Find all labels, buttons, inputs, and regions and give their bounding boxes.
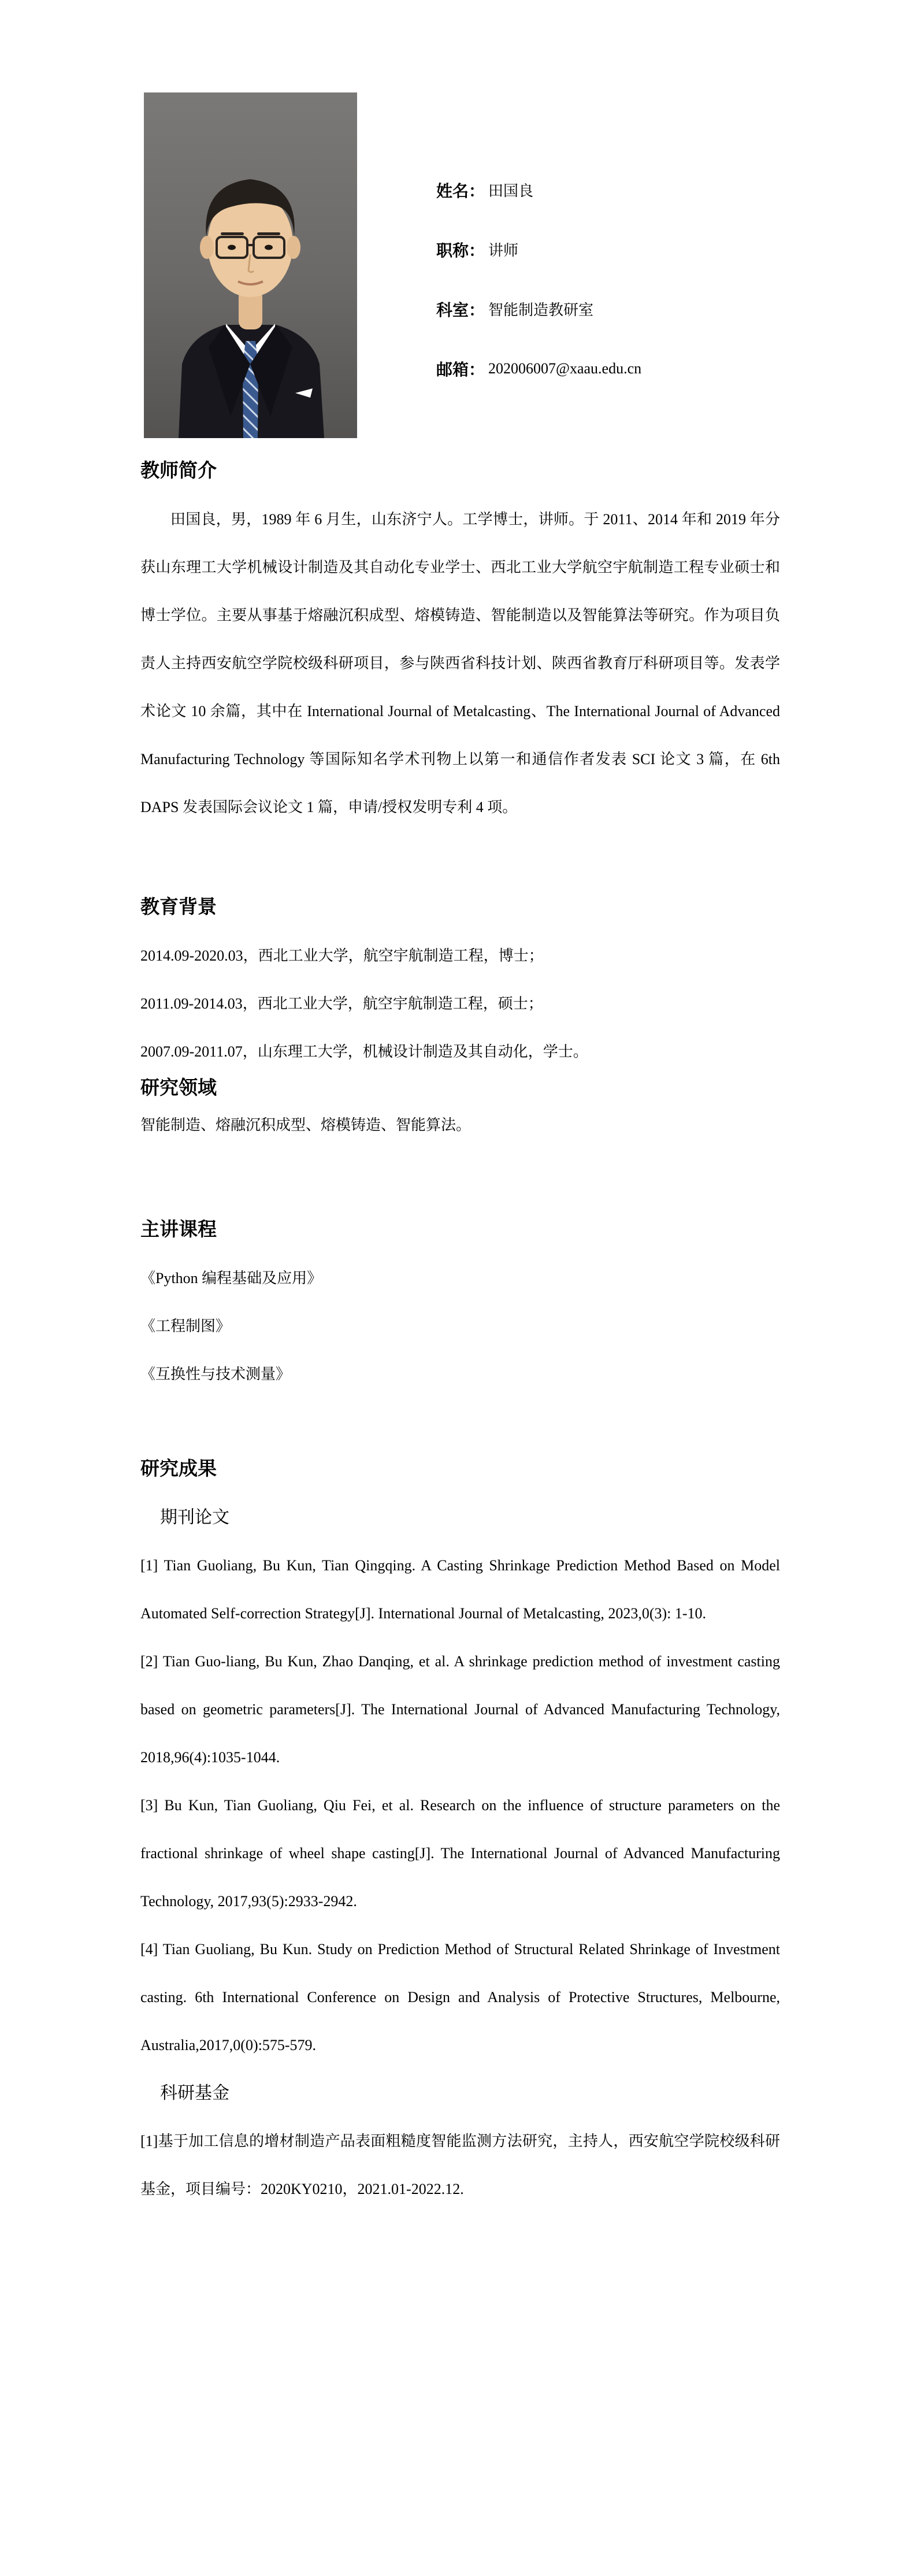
email-value: 202006007@xaau.edu.cn xyxy=(488,359,642,377)
education-list xyxy=(140,932,780,1076)
info-row-department xyxy=(436,279,641,339)
section-heading-courses: 主讲课程 xyxy=(140,1220,217,1240)
intro-paragraph: 田国良，男，1989 年 6 月生，山东济宁人。工学博士，讲师。于 2011、2014 年和 2019 年分获山东理工大学机械设计制造及其自动化专业学士、西北工业大学航空宇航制造工程专业硕士和博士学位。主要从事基于熔融沉积成型、熔模铸造、智能制造以及智能算法等研究。作为项目负责人主持西安航空学院校级科研项目，参与陕西省科技计划、陕西省教育厅科研项目等。发表学术论文 10 余篇，其中在 International Journal of Metalcasting、The International Journal of Advanced Manufacturing Technology 等国际知名学术刊物上以第一和通信作者发表 SCI 论文 3 篇，在 6th DAPS 发表国际会议论文 1 篇，申请/授权发明专利 4 项。 xyxy=(140,511,780,816)
portrait-illustration xyxy=(144,92,357,438)
course-list xyxy=(140,1254,780,1398)
fund-list xyxy=(140,2117,780,2213)
teacher-portrait-photo xyxy=(144,92,357,438)
paper-item: [1] Tian Guoliang, Bu Kun, Tian Qingqing. A Casting Shrinkage Prediction Method Based on Model Automated Self-correction Strategy[J]. International Journal of Metalcasting, 2023,0(3): 1-10. xyxy=(140,1557,780,1622)
info-row-name xyxy=(436,160,641,220)
paper-list xyxy=(140,1541,780,2069)
journal-papers-label: 期刊论文 xyxy=(160,1508,229,1527)
education-item: 2014.09-2020.03，西北工业大学，航空宇航制造工程，博士； xyxy=(140,947,544,964)
title-label: 职称： xyxy=(436,242,485,260)
info-row-email xyxy=(436,339,641,398)
paper-item: [3] Bu Kun, Tian Guoliang, Qiu Fei, et al. Research on the influence of structure parameters on the fractional shrinkage of wheel shape casting[J]. The International Journal of Advanced Manufacturing Technology, 2017,93(5):2933-2942. xyxy=(140,1797,780,1910)
research-fund-label: 科研基金 xyxy=(160,2084,229,2103)
education-item: 2007.09-2011.07，山东理工大学，机械设计制造及其自动化，学士。 xyxy=(140,1043,588,1060)
department-label: 科室： xyxy=(436,301,485,320)
paper-item: [4] Tian Guoliang, Bu Kun. Study on Prediction Method of Structural Related Shrinkage of Investment casting. 6th International Conference on Design and Analysis of Protective Structures, Melbourne, Australia,2017,0(0):575-579. xyxy=(140,1941,780,2054)
fund-item: [1]基于加工信息的增材制造产品表面粗糙度智能监测方法研究，主持人，西安航空学院校级科研基金，项目编号：2020KY0210，2021.01-2022.12. xyxy=(140,2133,780,2197)
course-item: 《Python 编程基础及应用》 xyxy=(140,1270,322,1287)
email-label: 邮箱： xyxy=(436,361,485,379)
paper-item: [2] Tian Guo-liang, Bu Kun, Zhao Danqing, et al. A shrinkage prediction method of investment casting based on geometric parameters[J]. The International Journal of Advanced Manufacturing Technology, 2018,96(4):1035-1044. xyxy=(140,1653,780,1766)
section-heading-research-fields: 研究领域 xyxy=(140,1078,217,1099)
name-value: 田国良 xyxy=(488,183,534,199)
section-heading-education: 教育背景 xyxy=(140,897,217,918)
department-value: 智能制造教研室 xyxy=(488,302,594,318)
basic-info-list xyxy=(436,160,641,398)
course-item: 《工程制图》 xyxy=(140,1318,231,1335)
research-fields-text: 智能制造、熔融沉积成型、熔模铸造、智能算法。 xyxy=(140,1117,472,1133)
title-value: 讲师 xyxy=(488,242,519,259)
course-item: 《互换性与技术测量》 xyxy=(140,1366,291,1382)
profile-header xyxy=(140,92,780,438)
name-label: 姓名： xyxy=(436,182,485,201)
section-heading-intro: 教师简介 xyxy=(140,461,217,481)
info-row-title xyxy=(436,220,641,279)
education-item: 2011.09-2014.03，西北工业大学，航空宇航制造工程，硕士； xyxy=(140,995,543,1012)
section-heading-achievements: 研究成果 xyxy=(140,1459,217,1480)
